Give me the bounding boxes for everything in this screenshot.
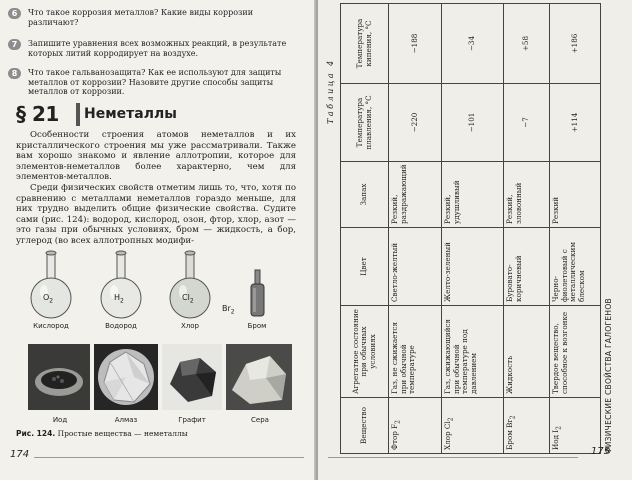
header-boiling: Температура кипения, °С <box>341 4 389 84</box>
cell-smell: Резкий <box>550 162 601 228</box>
halogens-table <box>340 3 601 454</box>
chlorine-formula: $Cl_2$ <box>182 293 194 305</box>
cell-melting: +114 <box>550 84 601 162</box>
question-6 <box>11 8 290 27</box>
cell-substance: Фтор $F_2$ <box>389 398 442 454</box>
cell-boiling: +186 <box>550 4 601 84</box>
cell-substance: Хлор $Cl_2$ <box>442 398 504 454</box>
chlorine-flask-icon <box>165 250 215 320</box>
paragraph-1: Особенности строения атомов неметаллов и их кристаллического строения мы уже рассматривали. Также вам хорошо знакомо и явление аллотропии, которое для элементов-неметаллов более характерно, чем для элементов-металлов. <box>16 130 296 182</box>
page-number-right: 175 <box>590 446 610 457</box>
question-text: Запишите уравнения всех возможных реакций, в результате которых литий корродирует на воздухе. <box>28 39 287 58</box>
header-state: Агрегатное состояние при обычных условиях <box>341 306 389 398</box>
paragraph-2: Среди физических свойств отметим лишь то, что, хотя по сравнению с металлами неметаллов гораздо меньше, для них трудно выделить общие физические свойства. Судите сами (рис. 124): водород, кислород, озон, фтор, хлор, азот — это газы при обычных условиях, бром — жидкость, а бор, углерод (во всех аллотропных модифи- <box>16 183 296 246</box>
section-title: Неметаллы <box>84 106 177 122</box>
oxygen-formula: $O_2$ <box>43 293 54 305</box>
header-substance: Вещество <box>341 398 389 454</box>
flask-label-hydrogen: Водород <box>105 322 137 330</box>
hydrogen-flask-icon <box>96 250 146 320</box>
cell-color: Желто-зеленый <box>442 228 504 306</box>
figure-caption: Рис. 124. Простые вещества — неметаллы <box>16 429 188 438</box>
table-row <box>442 4 504 454</box>
question-8 <box>11 68 290 97</box>
hydrogen-formula: $H_2$ <box>114 293 124 305</box>
question-text: Что такое гальванозащита? Как ее используют для защиты металлов от коррозии? Назовите другие способы защиты металлов от коррозии. <box>28 68 282 96</box>
diamond-photo <box>94 344 158 410</box>
question-number-badge: 8 <box>8 68 21 79</box>
sulfur-photo <box>226 344 292 410</box>
cell-boiling: +58 <box>504 4 550 84</box>
cell-melting: −101 <box>442 84 504 162</box>
question-number-badge: 6 <box>8 8 21 19</box>
flask-label-oxygen: Кислород <box>33 322 69 330</box>
cell-state: Твердое вещество, способное к возгонке <box>550 306 601 398</box>
oxygen-flask-icon <box>26 250 76 320</box>
cell-boiling: −188 <box>389 4 442 84</box>
table-row <box>550 4 601 454</box>
question-7 <box>11 39 290 58</box>
cell-state: Газ, не сжижается при обычной температуре <box>389 306 442 398</box>
header-color: Цвет <box>341 228 389 306</box>
rotated-table-container <box>326 4 622 454</box>
photo-label-sulfur: Сера <box>251 416 269 424</box>
bromine-ampoule-icon <box>246 268 270 320</box>
section-divider <box>76 103 80 126</box>
cell-boiling: −34 <box>442 4 504 84</box>
section-number: § 21 <box>16 102 59 126</box>
question-text: Что такое коррозия металлов? Какие виды коррозии различают? <box>28 8 254 27</box>
table-title: ФИЗИЧЕСКИЕ СВОЙСТВА ГАЛОГЕНОВ <box>604 298 613 454</box>
photo-label-iodine: Иод <box>52 416 68 424</box>
table-header-row <box>341 4 389 454</box>
cell-smell: Резкий, зловонный <box>504 162 550 228</box>
table-row <box>504 4 550 454</box>
cell-melting: −220 <box>389 84 442 162</box>
flask-label-chlorine: Хлор <box>181 322 199 330</box>
cell-state: Газ, сжижающийся при обычной температуре под давлением <box>442 306 504 398</box>
question-number-badge: 7 <box>8 39 21 50</box>
cell-smell: Резкий, удушливый <box>442 162 504 228</box>
cell-melting: −7 <box>504 84 550 162</box>
cell-color: Буровато-коричневый <box>504 228 550 306</box>
flask-label-bromine: Бром <box>247 322 267 330</box>
bromine-formula: $Br_2$ <box>222 304 235 316</box>
header-melting: Температура плавления, °С <box>341 84 389 162</box>
page-number-left: 174 <box>10 449 30 460</box>
cell-color: Светло-желтый <box>389 228 442 306</box>
footer-rule <box>34 457 304 458</box>
table-label: Таблица 4 <box>326 58 335 124</box>
cell-color: Черно-фиолетовый с металлическим блеском <box>550 228 601 306</box>
photo-label-diamond: Алмаз <box>114 416 138 424</box>
cell-substance: Иод $I_2$ <box>550 398 601 454</box>
photo-label-graphite: Графит <box>178 416 206 424</box>
cell-substance: Бром $Br_2$ <box>504 398 550 454</box>
cell-state: Жидкость <box>504 306 550 398</box>
footer-rule <box>328 457 578 458</box>
header-smell: Запах <box>341 162 389 228</box>
table-row <box>389 4 442 454</box>
cell-smell: Резкий, раздражающий <box>389 162 442 228</box>
right-page <box>318 0 632 480</box>
graphite-photo <box>162 344 222 410</box>
iodine-photo <box>28 344 90 410</box>
